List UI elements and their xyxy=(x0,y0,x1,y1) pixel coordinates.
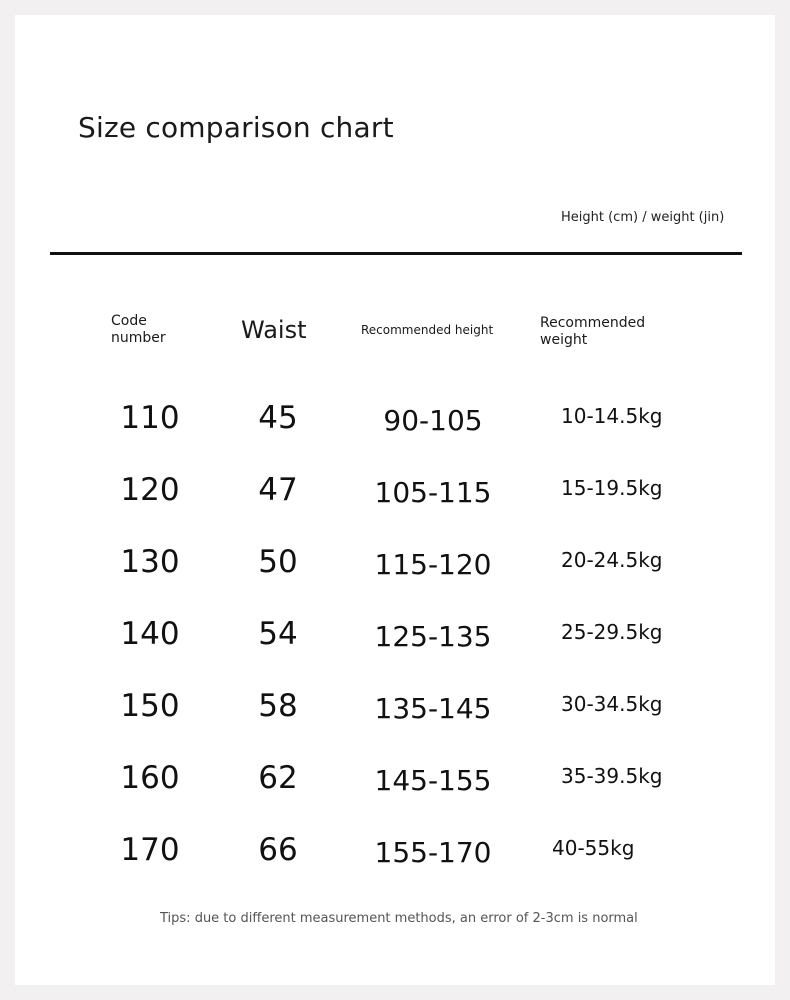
cell-height: 135-145 xyxy=(374,692,492,725)
unit-note: Height (cm) / weight (jin) xyxy=(561,210,725,225)
cell-weight: 35-39.5kg xyxy=(561,764,663,788)
column-header-weight: Recommended weight xyxy=(540,315,646,348)
column-header-height: Recommended height xyxy=(361,323,494,337)
cell-waist: 58 xyxy=(258,688,298,724)
measurement-tips: Tips: due to different measurement methods, an error of 2-3cm is normal xyxy=(160,911,638,926)
cell-weight: 20-24.5kg xyxy=(561,548,663,572)
cell-code: 120 xyxy=(120,472,180,508)
cell-code: 150 xyxy=(120,688,180,724)
table-row xyxy=(15,672,775,744)
cell-waist: 47 xyxy=(258,472,298,508)
cell-height: 90-105 xyxy=(383,404,483,437)
size-table xyxy=(15,384,775,888)
table-row xyxy=(15,528,775,600)
table-row xyxy=(15,600,775,672)
cell-code: 130 xyxy=(120,544,180,580)
cell-code: 160 xyxy=(120,760,180,796)
cell-waist: 66 xyxy=(258,832,298,868)
cell-weight: 15-19.5kg xyxy=(561,476,663,500)
cell-code: 170 xyxy=(120,832,180,868)
cell-waist: 54 xyxy=(258,616,298,652)
cell-code: 110 xyxy=(120,400,180,436)
cell-waist: 45 xyxy=(258,400,298,436)
cell-waist: 62 xyxy=(258,760,298,796)
cell-height: 145-155 xyxy=(374,764,492,797)
column-header-code: Code number xyxy=(111,313,166,346)
table-row xyxy=(15,384,775,456)
table-row xyxy=(15,456,775,528)
cell-height: 115-120 xyxy=(374,548,492,581)
header-divider xyxy=(50,252,742,255)
cell-weight: 40-55kg xyxy=(552,836,635,860)
size-chart-card xyxy=(15,15,775,985)
cell-code: 140 xyxy=(120,616,180,652)
cell-height: 125-135 xyxy=(374,620,492,653)
cell-weight: 10-14.5kg xyxy=(561,404,663,428)
cell-weight: 30-34.5kg xyxy=(561,692,663,716)
table-row xyxy=(15,744,775,816)
cell-height: 155-170 xyxy=(374,836,492,869)
cell-weight: 25-29.5kg xyxy=(561,620,663,644)
table-row xyxy=(15,816,775,888)
page-title: Size comparison chart xyxy=(78,111,394,144)
cell-waist: 50 xyxy=(258,544,298,580)
column-header-waist: Waist xyxy=(241,316,307,344)
cell-height: 105-115 xyxy=(374,476,492,509)
